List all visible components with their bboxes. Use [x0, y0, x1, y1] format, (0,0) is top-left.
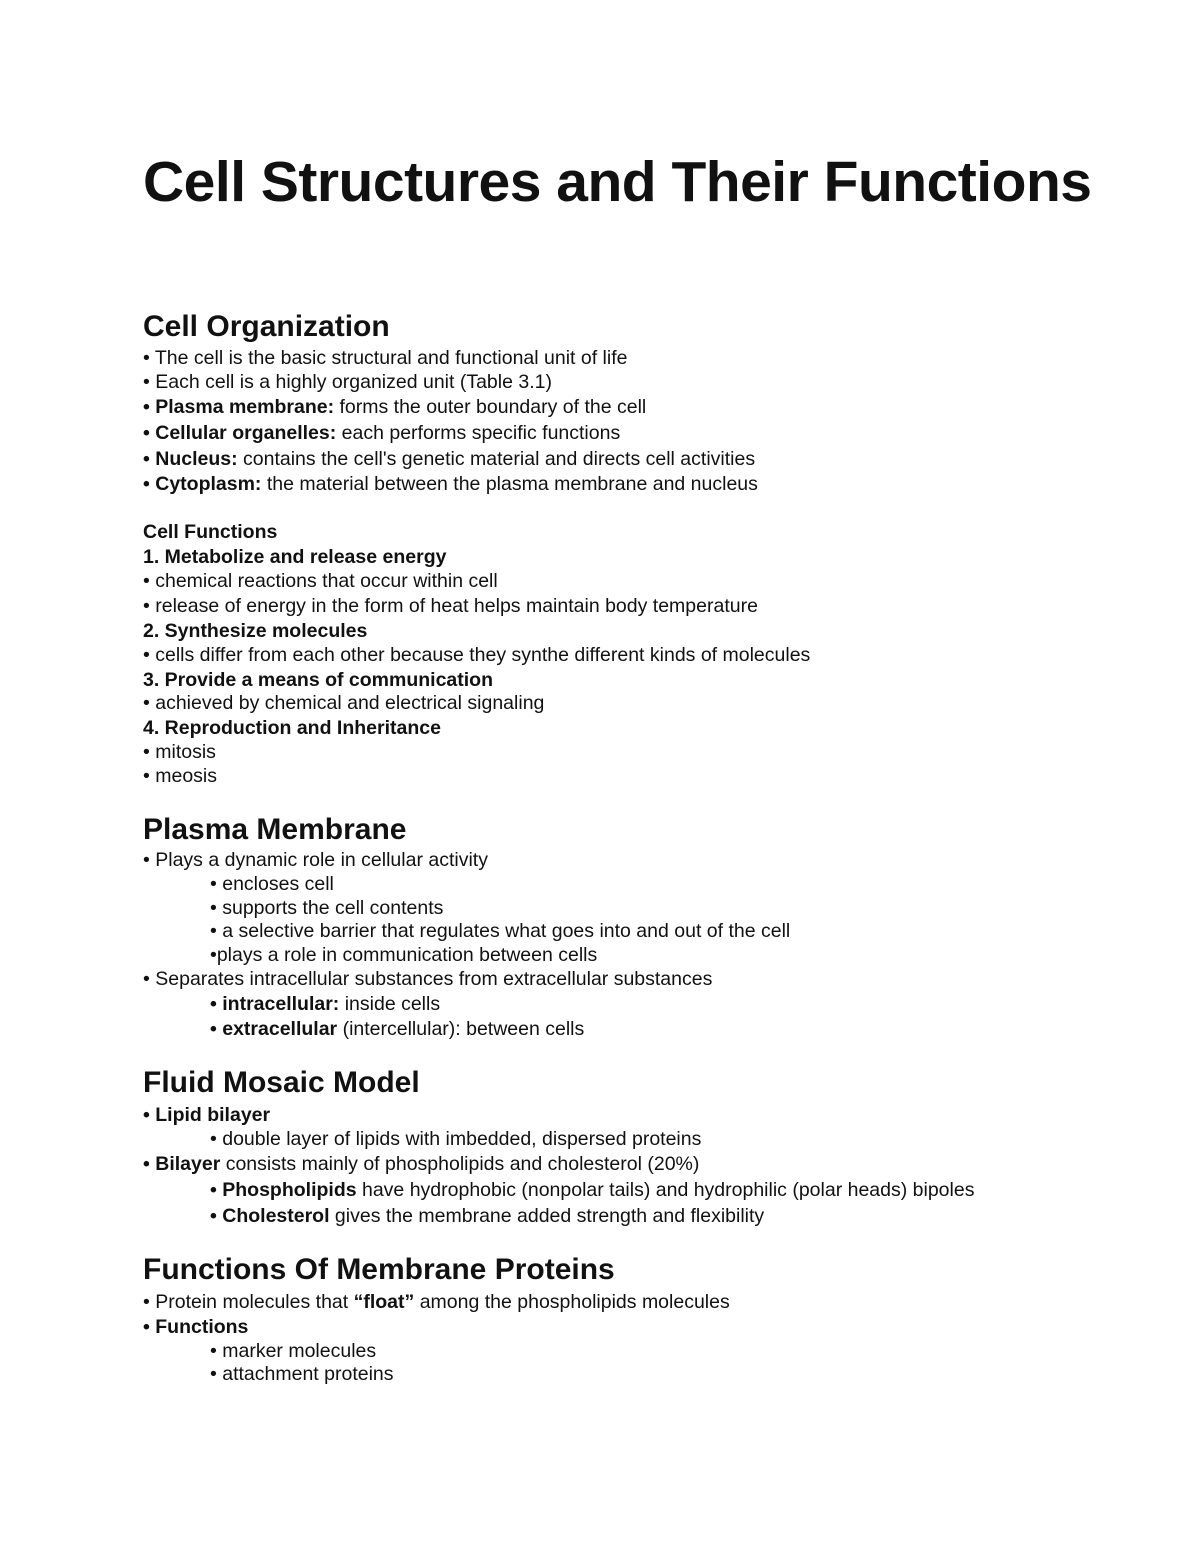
fmp-line-2: • Functions: [143, 1316, 249, 1338]
org-desc-cytoplasm: the material between the plasma membrane and nucleus: [261, 473, 758, 495]
fmm-desc-bilayer: consists mainly of phospholipids and cholesterol (20%): [220, 1153, 700, 1175]
org-line-1: • The cell is the basic structural and functional unit of life: [143, 347, 628, 369]
pm-desc-extracellular: (intercellular): between cells: [337, 1018, 585, 1040]
func-item-4-detail-b: • meosis: [143, 765, 218, 787]
pm-line-2: • encloses cell: [210, 873, 334, 895]
fmm-line-3: [143, 1152, 699, 1176]
fmm-desc-cholesterol: gives the membrane added strength and flexibility: [329, 1205, 765, 1227]
pm-line-8: [210, 1017, 584, 1041]
fmp-line-3: • marker molecules: [210, 1340, 377, 1362]
pm-line-1: • Plays a dynamic role in cellular activity: [143, 849, 488, 871]
org-line-5: [143, 447, 755, 471]
fmm-term-phospholipids: • Phospholipids: [210, 1179, 357, 1201]
heading-membrane-proteins: Functions Of Membrane Proteins: [143, 1253, 615, 1286]
func-item-1-detail-b: • release of energy in the form of heat helps maintain body temperature: [143, 595, 758, 617]
org-desc-organelles: each performs specific functions: [336, 422, 621, 444]
pm-line-3: • supports the cell contents: [210, 897, 444, 919]
pm-line-6: • Separates intracellular substances from extracellular substances: [143, 968, 713, 990]
func-item-1: 1. Metabolize and release energy: [143, 546, 447, 568]
fmm-line-2: • double layer of lipids with imbedded, dispersed proteins: [210, 1128, 702, 1150]
fmm-term-bilayer: • Bilayer: [143, 1153, 221, 1175]
fmp-line-4: • attachment proteins: [210, 1363, 394, 1385]
func-item-1-detail-a: • chemical reactions that occur within cell: [143, 570, 498, 592]
org-term-cytoplasm: • Cytoplasm:: [143, 473, 262, 495]
pm-desc-intracellular: inside cells: [339, 993, 441, 1015]
heading-cell-functions: Cell Functions: [143, 521, 278, 543]
fmm-line-4: [210, 1178, 974, 1202]
func-item-4-detail-a: • mitosis: [143, 741, 216, 763]
heading-fluid-mosaic-model: Fluid Mosaic Model: [143, 1066, 420, 1099]
org-term-plasma-membrane: • Plasma membrane:: [143, 396, 335, 418]
pm-line-4: • a selective barrier that regulates what goes into and out of the cell: [210, 920, 791, 942]
fmp-line-1-end: among the phospholipids molecules: [414, 1291, 730, 1313]
fmp-term-float: “float”: [353, 1291, 415, 1313]
document-title: Cell Structures and Their Functions: [143, 150, 1092, 214]
pm-term-intracellular: • intracellular:: [210, 993, 340, 1015]
func-item-3-detail: • achieved by chemical and electrical signaling: [143, 692, 545, 714]
heading-plasma-membrane: Plasma Membrane: [143, 813, 407, 846]
org-desc-nucleus: contains the cell's genetic material and directs cell activities: [237, 448, 756, 470]
fmm-term-cholesterol: • Cholesterol: [210, 1205, 330, 1227]
pm-term-extracellular: • extracellular: [210, 1018, 338, 1040]
org-line-4: [143, 421, 620, 445]
pm-line-5: •plays a role in communication between cells: [210, 944, 598, 966]
org-line-6: [143, 472, 758, 496]
org-line-3: [143, 395, 646, 419]
fmp-line-1-start: • Protein molecules that: [143, 1291, 354, 1313]
func-item-2: 2. Synthesize molecules: [143, 620, 368, 642]
func-item-3: 3. Provide a means of communication: [143, 669, 494, 691]
fmp-line-1: [143, 1290, 730, 1314]
func-item-2-detail: • cells differ from each other because they synthe different kinds of molecules: [143, 644, 811, 666]
heading-cell-organization: Cell Organization: [143, 310, 390, 343]
org-line-2: • Each cell is a highly organized unit (Table 3.1): [143, 371, 552, 393]
fmm-line-1: • Lipid bilayer: [143, 1104, 271, 1126]
func-item-4: 4. Reproduction and Inheritance: [143, 717, 441, 739]
fmm-desc-phospholipids: have hydrophobic (nonpolar tails) and hydrophilic (polar heads) bipoles: [356, 1179, 975, 1201]
fmm-line-5: [210, 1204, 764, 1228]
org-term-nucleus: • Nucleus:: [143, 448, 238, 470]
pm-line-7: [210, 992, 440, 1016]
org-desc-plasma-membrane: forms the outer boundary of the cell: [334, 396, 647, 418]
org-term-organelles: • Cellular organelles:: [143, 422, 337, 444]
